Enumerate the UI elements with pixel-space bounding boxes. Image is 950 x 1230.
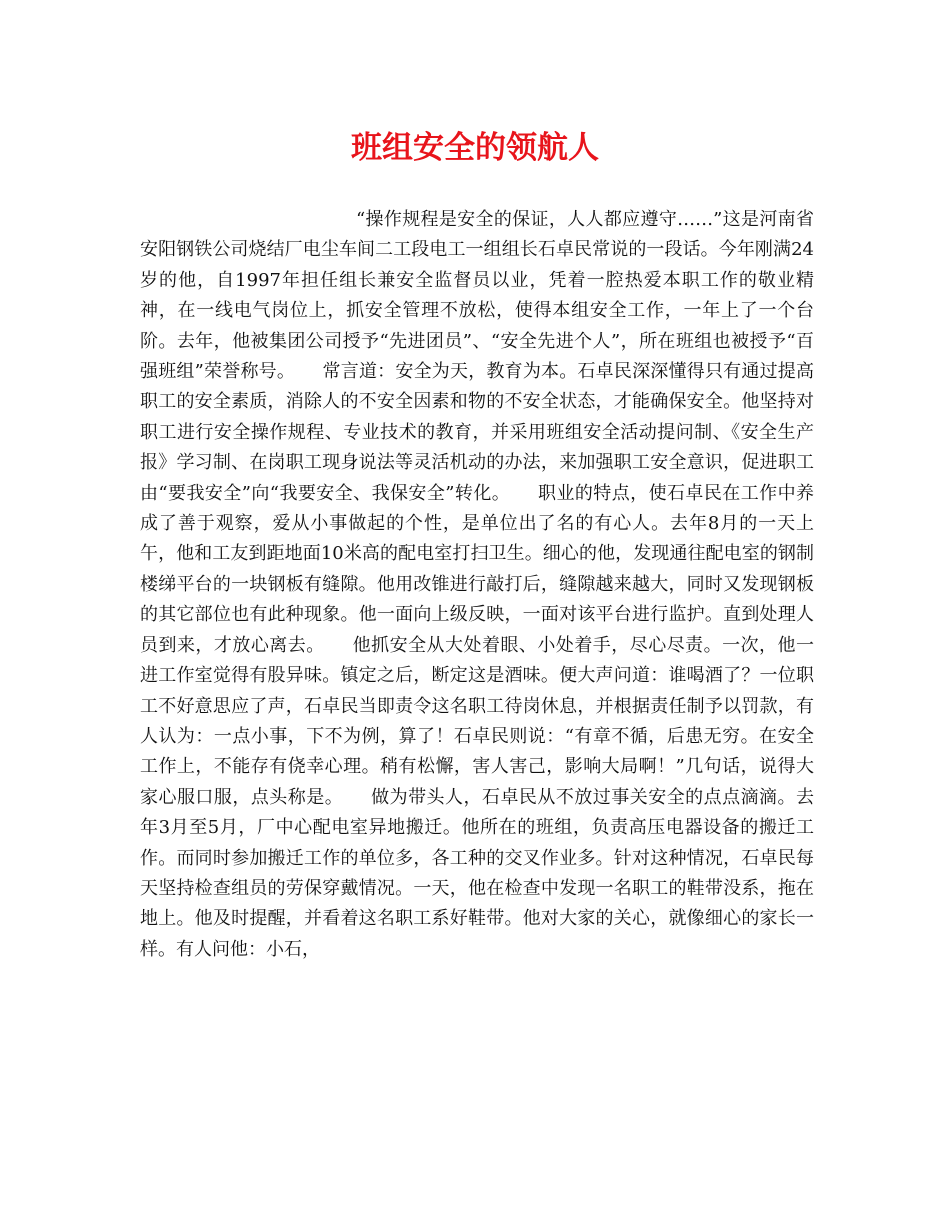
document-body: “操作规程是安全的保证，人人都应遵守……”这是河南省安阳钢铁公司烧结厂电尘车间二工段电工一组组长石卓民常说的一段话。今年刚满24岁的他，自1997年担任组长兼安全监督员以业，凭着一腔热爱本职工作的敬业精神，在一线电气岗位上，抓安全管理不放松，使得本组安全工作，一年上了一个台阶。去年，他被集团公司授予“先进团员”、“安全先进个人”，所在班组也被授予“百强班组”荣誉称号。 常言道：安全为天，教育为本。石卓民深深懂得只有通过提高职工的安全素质，消除人的不安全因素和物的不安全状态，才能确保安全。他坚持对职工进行安全操作规程、专业技术的教育，并采用班组安全活动提问制、《安全生产报》学习制、在岗职工现身说法等灵活机动的办法，来加强职工安全意识，促进职工由“要我安全”向“我要安全、我保安全”转化。 职业的特点，使石卓民在工作中养成了善于观察，爱从小事做起的个性，是单位出了名的有心人。去年8月的一天上午，他和工友到距地面10米高的配电室打扫卫生。细心的他，发现通往配电室的钢制楼绨平台的一块钢板有缝隙。他用改锥进行敲打后，缝隙越来越大，同时又发现钢板的其它部位也有此种现象。他一面向上级反映，一面对该平台进行监护。直到处理人员到来，才放心离去。 他抓安全从大处着眼、小处着手，尽心尽责。一次，他一进工作室觉得有股异味。镇定之后，断定这是酒味。便大声问道：谁喝酒了？一位职工不好意思应了声，石卓民当即责令这名职工待岗休息，并根据责任制予以罚款，有人认为：一点小事，下不为例，算了！石卓民则说：“有章不循，后患无穷。在安全工作上，不能存有侥幸心理。稍有松懈，害人害己，影响大局啊！”几句话，说得大家心服口服，点头称是。 做为带头人，石卓民从不放过事关安全的点点滴滴。去年3月至5月，厂中心配电室异地搬迁。他所在的班组，负责高压电器设备的搬迁工作。而同时参加搬迁工作的单位多，各工种的交叉作业多。针对这种情况，石卓民每天坚持检查组员的劳保穿戴情况。一天，他在检查中发现一名职工的鞋带没系，拖在地上。他及时提醒，并看着这名职工系好鞋带。他对大家的关心，就像细心的家长一样。有人问他：小石， xyxy=(140,209,814,960)
document-title: 班组安全的领航人 xyxy=(351,130,599,166)
